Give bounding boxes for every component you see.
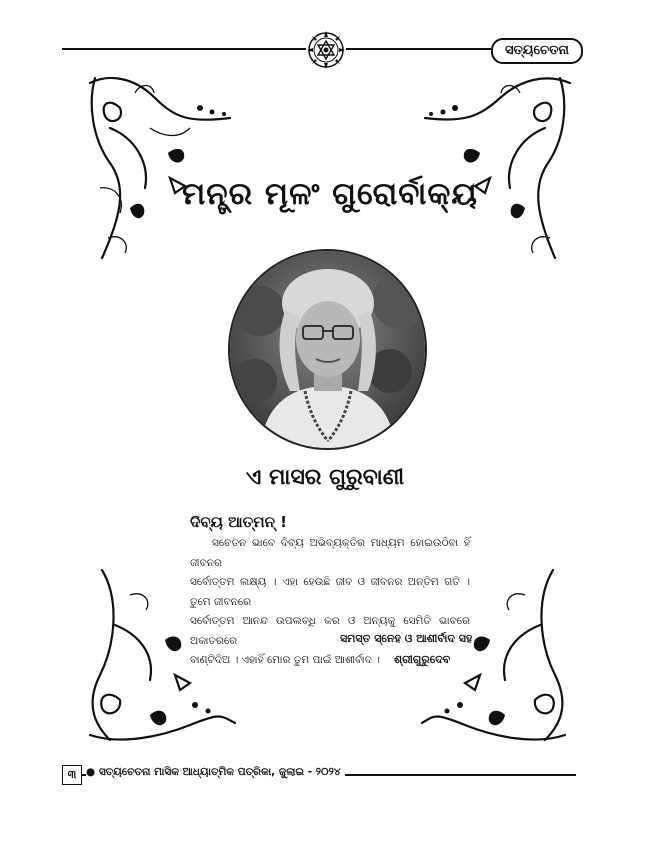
- portrait-image: [230, 251, 425, 448]
- emblem-icon: [306, 30, 346, 70]
- page-title: ମନ୍ତ୍ର ମୂଳଂ ଗୁରୋର୍ବାକ୍ୟ: [182, 176, 478, 212]
- signature-name: ଶ୍ରୀଗୁରୁଦେବ: [394, 653, 451, 666]
- message-greeting: ଦିବ୍ୟ ଆତ୍ମନ୍ !: [190, 513, 287, 531]
- message-line: ସର୍ବୋତ୍ତମ ଲକ୍ଷ୍ୟ । ଏହା ହେଉଛି ଜୀବ ଓ ଜୀବନର ଅନ୍ତିମ ଗତି । ତୁମେ ଜୀବନରେ: [190, 576, 470, 608]
- corner-ornament-top-right: [420, 68, 575, 268]
- footer-publication: ● ସତ୍ୟଚେତନା ମାସିକ ଆଧ୍ୟାତ୍ମିକ ପତ୍ରିକା, ଜୁଲାଇ - ୨୦୨୪: [86, 766, 345, 779]
- guru-portrait: [228, 249, 427, 450]
- section-subtitle: ଏ ମାସର ଗୁରୁବାଣୀ: [245, 465, 405, 490]
- message-line: ସର୍ବୋତ୍ତମ ଆନନ୍ଦ ଉପଲବ୍ଧି କର ଓ ଅନ୍ୟକୁ ସେମିତି ଭାବରେ ଅକାତରରେ: [190, 615, 470, 647]
- signoff-line: ସମସ୍ତ ସ୍ନେହ ଓ ଆଶୀର୍ବାଦ ସହ: [340, 632, 473, 645]
- message-line: ସଚେତନ ଭାବେ ଦିବ୍ୟ ଅଭିବ୍ୟକ୍ତିର ମାଧ୍ୟମ ହୋଇଉଠିବା ହିଁ ଜୀବନର: [190, 537, 470, 569]
- brand-tab: ସତ୍ୟଚେତନା: [491, 38, 583, 64]
- corner-ornament-top-left: [80, 68, 240, 268]
- header-rule-right: [346, 48, 491, 50]
- page-number: ୩: [62, 765, 82, 785]
- message-body: [190, 534, 473, 671]
- message-line: ବାଣ୍ଟିଦିଅ । ଏହାହିଁ ମୋର ତୁମ ପାଇଁ ଆଶୀର୍ବାଦ ।: [190, 654, 380, 666]
- header-rule-left: [62, 48, 306, 50]
